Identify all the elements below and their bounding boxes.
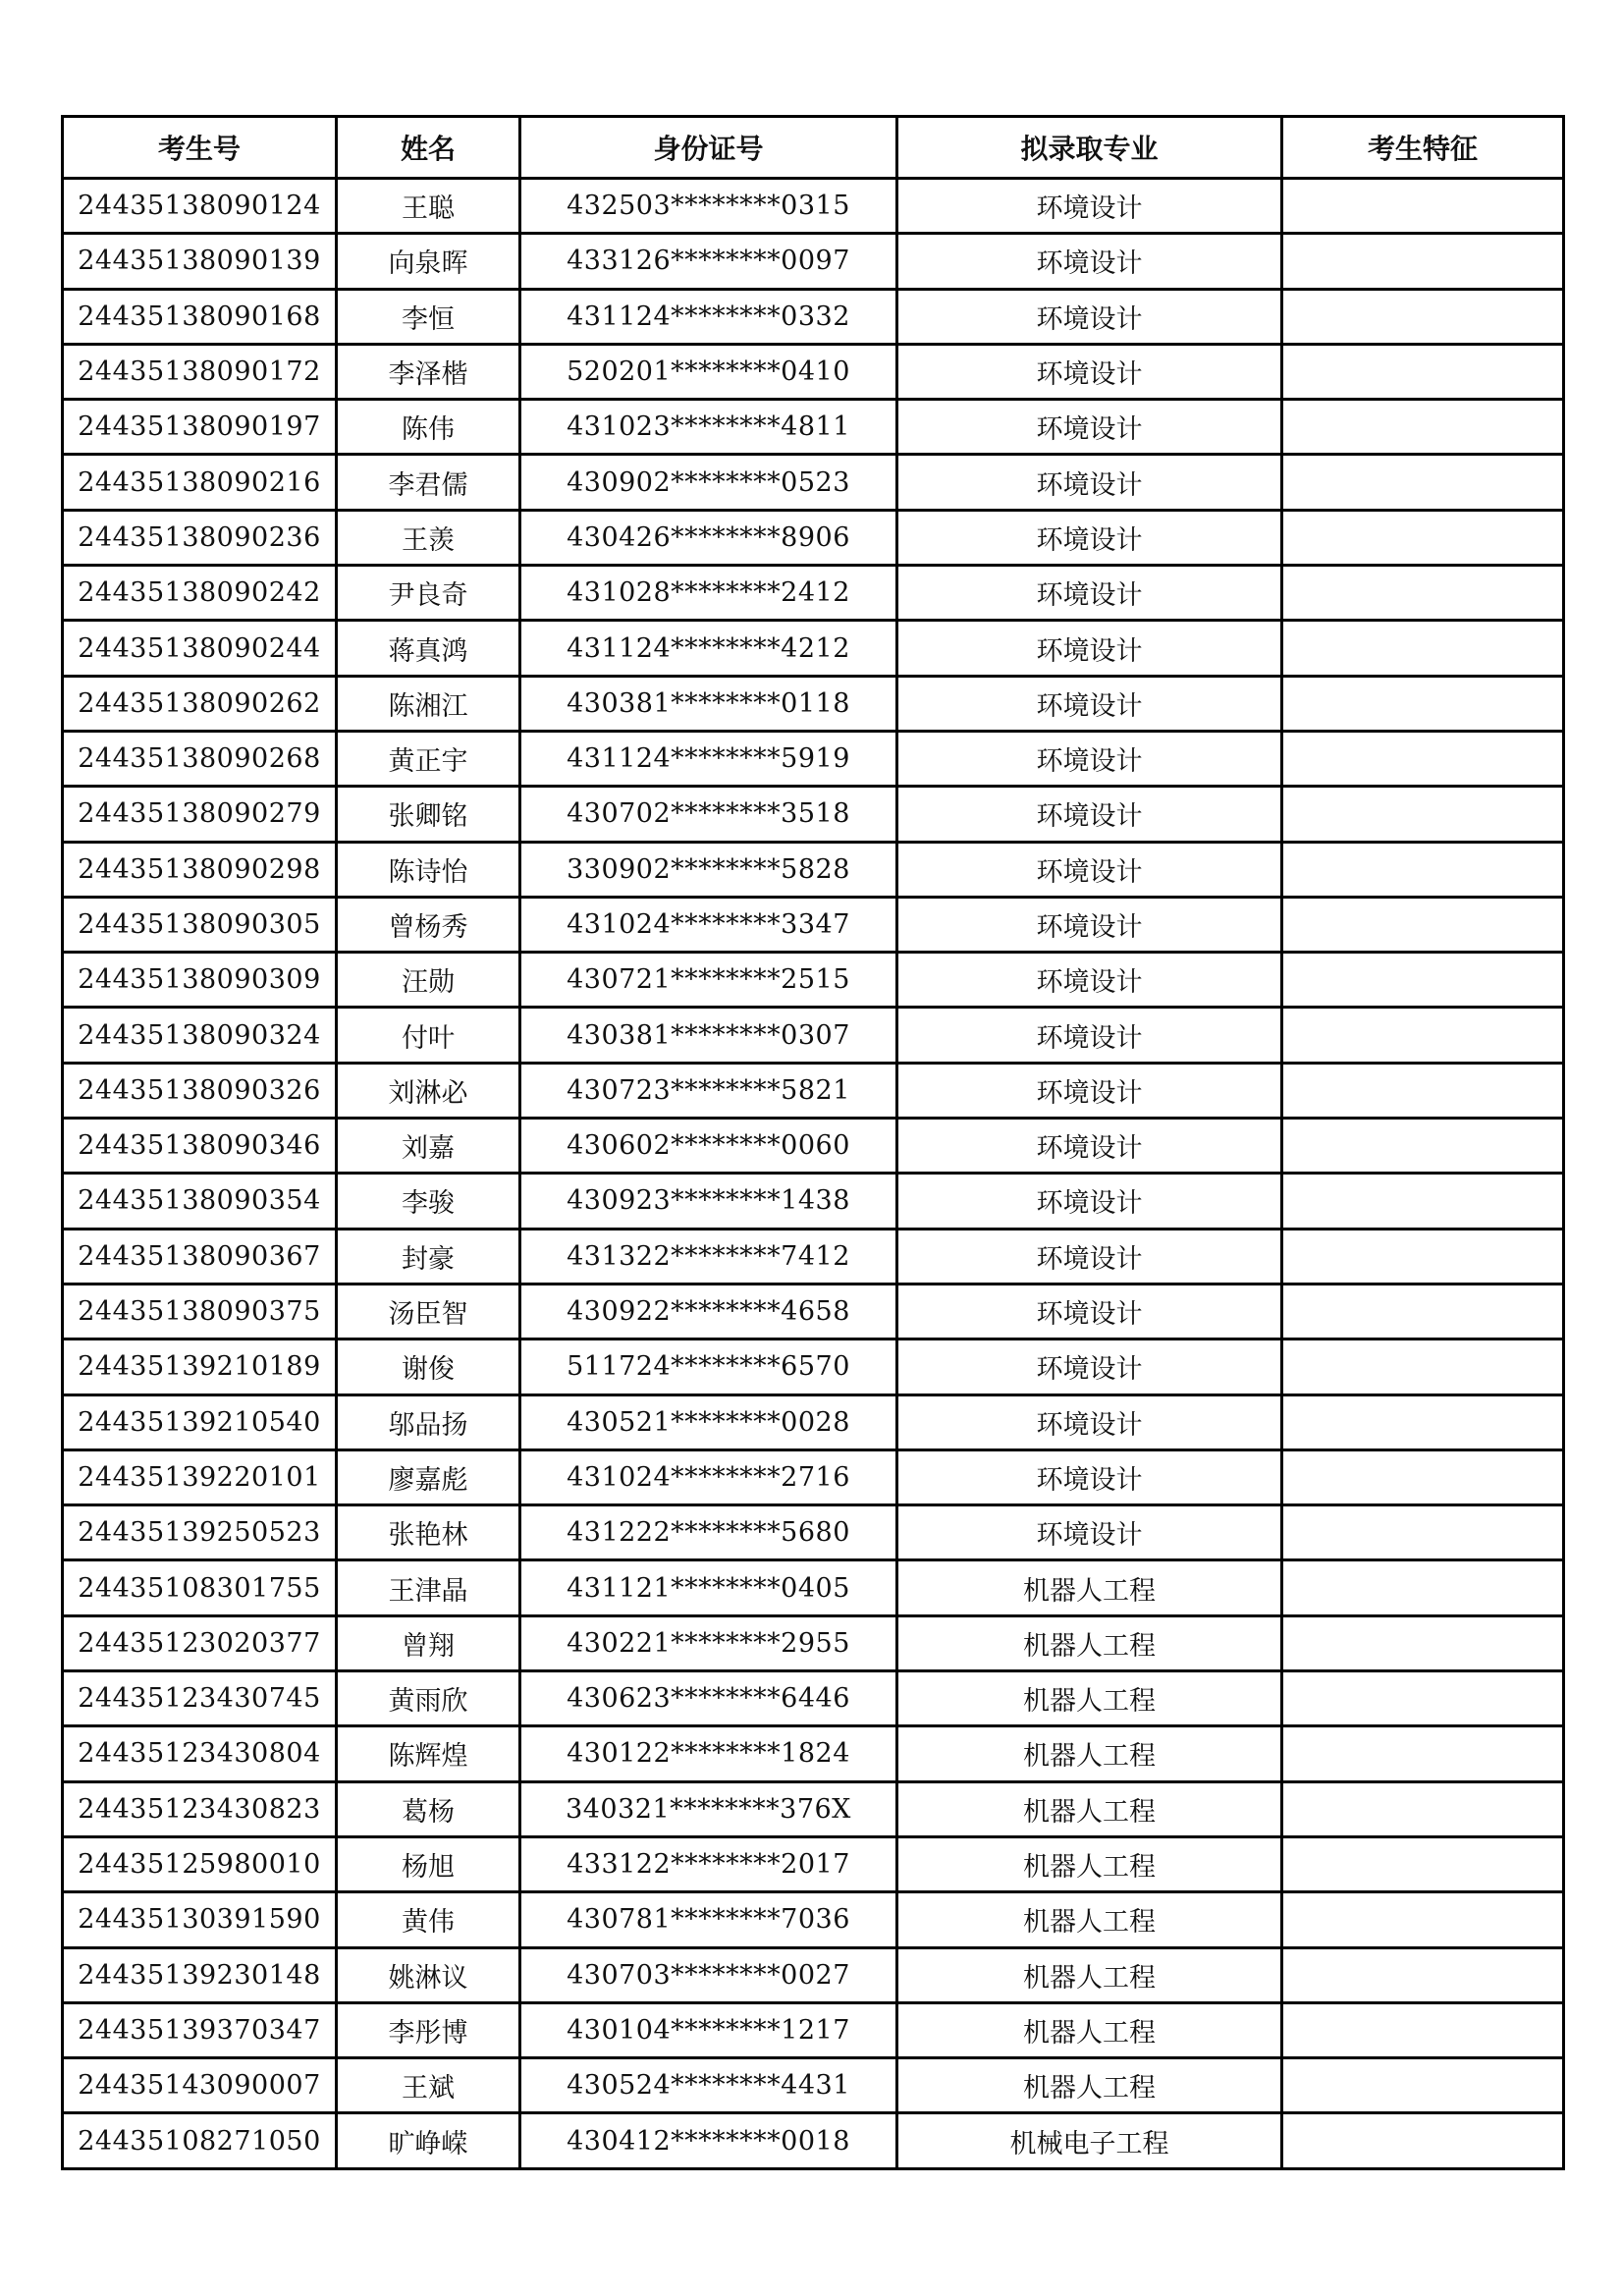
name-cell: 黄正宇 — [337, 731, 520, 786]
table-row — [63, 1836, 1564, 1891]
major-cell: 环境设计 — [897, 179, 1282, 234]
id-number-cell: 431222********5680 — [520, 1505, 897, 1560]
name-cell: 李君儒 — [337, 455, 520, 510]
id-number-cell: 430524********4431 — [520, 2058, 897, 2113]
name-cell: 李彤博 — [337, 2002, 520, 2057]
id-number-cell: 520201********0410 — [520, 344, 897, 399]
id-number-cell: 433122********2017 — [520, 1836, 897, 1891]
feature-cell — [1282, 2113, 1564, 2168]
feature-cell — [1282, 1671, 1564, 1726]
header-row — [63, 117, 1564, 179]
table-row — [63, 1174, 1564, 1229]
major-cell: 机器人工程 — [897, 1671, 1282, 1726]
feature-cell — [1282, 787, 1564, 842]
table-row — [63, 1560, 1564, 1615]
feature-cell — [1282, 510, 1564, 565]
major-cell: 机器人工程 — [897, 1615, 1282, 1670]
exam-number-cell: 24435138090262 — [63, 676, 337, 731]
feature-cell — [1282, 1119, 1564, 1174]
table-row — [63, 1339, 1564, 1394]
exam-number-cell: 24435125980010 — [63, 1836, 337, 1891]
name-cell: 旷峥嵘 — [337, 2113, 520, 2168]
name-cell: 付叶 — [337, 1008, 520, 1063]
feature-cell — [1282, 1449, 1564, 1504]
id-number-cell: 430781********7036 — [520, 1892, 897, 1947]
name-cell: 王津晶 — [337, 1560, 520, 1615]
exam-number-cell: 24435138090168 — [63, 289, 337, 344]
major-cell: 环境设计 — [897, 731, 1282, 786]
table-row — [63, 676, 1564, 731]
table-row — [63, 400, 1564, 455]
id-number-cell: 430721********2515 — [520, 953, 897, 1008]
major-cell: 环境设计 — [897, 400, 1282, 455]
exam-number-cell: 24435138090216 — [63, 455, 337, 510]
major-cell: 环境设计 — [897, 455, 1282, 510]
feature-cell — [1282, 1063, 1564, 1118]
exam-number-cell: 24435138090139 — [63, 234, 337, 289]
id-number-cell: 511724********6570 — [520, 1339, 897, 1394]
table-row — [63, 1394, 1564, 1449]
major-cell: 环境设计 — [897, 676, 1282, 731]
table-row — [63, 1008, 1564, 1063]
name-cell: 曾杨秀 — [337, 897, 520, 952]
exam-number-cell: 24435138090309 — [63, 953, 337, 1008]
feature-cell — [1282, 731, 1564, 786]
feature-cell — [1282, 400, 1564, 455]
exam-number-cell: 24435123430804 — [63, 1726, 337, 1781]
exam-number-cell: 24435123020377 — [63, 1615, 337, 1670]
major-cell: 机器人工程 — [897, 1947, 1282, 2002]
name-cell: 蒋真鸿 — [337, 621, 520, 676]
id-number-cell: 433126********0097 — [520, 234, 897, 289]
feature-cell — [1282, 566, 1564, 621]
id-number-cell: 430923********1438 — [520, 1174, 897, 1229]
major-cell: 环境设计 — [897, 566, 1282, 621]
major-cell: 环境设计 — [897, 1063, 1282, 1118]
major-cell: 机械电子工程 — [897, 2113, 1282, 2168]
name-cell: 王羡 — [337, 510, 520, 565]
major-cell: 环境设计 — [897, 1119, 1282, 1174]
id-number-cell: 431124********5919 — [520, 731, 897, 786]
name-cell: 王聪 — [337, 179, 520, 234]
major-cell: 环境设计 — [897, 787, 1282, 842]
major-cell: 环境设计 — [897, 289, 1282, 344]
exam-number-cell: 24435138090298 — [63, 842, 337, 897]
id-number-cell: 430602********0060 — [520, 1119, 897, 1174]
name-cell: 尹良奇 — [337, 566, 520, 621]
table-row — [63, 953, 1564, 1008]
name-cell: 刘淋必 — [337, 1063, 520, 1118]
table-row — [63, 2058, 1564, 2113]
major-cell: 环境设计 — [897, 897, 1282, 952]
table-row — [63, 179, 1564, 234]
major-cell: 环境设计 — [897, 1505, 1282, 1560]
feature-cell — [1282, 1339, 1564, 1394]
major-cell: 环境设计 — [897, 1394, 1282, 1449]
table-row — [63, 621, 1564, 676]
name-cell: 李泽楷 — [337, 344, 520, 399]
id-number-cell: 430922********4658 — [520, 1284, 897, 1339]
id-number-cell: 430703********0027 — [520, 1947, 897, 2002]
table-row — [63, 566, 1564, 621]
feature-cell — [1282, 234, 1564, 289]
major-cell: 环境设计 — [897, 621, 1282, 676]
exam-number-cell: 24435138090242 — [63, 566, 337, 621]
name-cell: 汤臣智 — [337, 1284, 520, 1339]
exam-number-cell: 24435138090375 — [63, 1284, 337, 1339]
exam-number-cell: 24435139230148 — [63, 1947, 337, 2002]
id-number-cell: 430381********0118 — [520, 676, 897, 731]
major-cell: 机器人工程 — [897, 1892, 1282, 1947]
admission-table — [61, 115, 1565, 2170]
name-cell: 陈辉煌 — [337, 1726, 520, 1781]
id-number-cell: 430521********0028 — [520, 1394, 897, 1449]
id-number-cell: 431121********0405 — [520, 1560, 897, 1615]
id-number-cell: 431124********0332 — [520, 289, 897, 344]
header-feature: 考生特征 — [1282, 117, 1564, 179]
feature-cell — [1282, 1726, 1564, 1781]
exam-number-cell: 24435138090367 — [63, 1229, 337, 1284]
major-cell: 环境设计 — [897, 1229, 1282, 1284]
exam-number-cell: 24435138090124 — [63, 179, 337, 234]
major-cell: 环境设计 — [897, 1174, 1282, 1229]
feature-cell — [1282, 1615, 1564, 1670]
id-number-cell: 431024********3347 — [520, 897, 897, 952]
feature-cell — [1282, 1284, 1564, 1339]
id-number-cell: 431028********2412 — [520, 566, 897, 621]
feature-cell — [1282, 289, 1564, 344]
exam-number-cell: 24435138090326 — [63, 1063, 337, 1118]
exam-number-cell: 24435130391590 — [63, 1892, 337, 1947]
table-row — [63, 455, 1564, 510]
name-cell: 汪勋 — [337, 953, 520, 1008]
name-cell: 向泉晖 — [337, 234, 520, 289]
exam-number-cell: 24435143090007 — [63, 2058, 337, 2113]
feature-cell — [1282, 897, 1564, 952]
exam-number-cell: 24435138090172 — [63, 344, 337, 399]
exam-number-cell: 24435138090354 — [63, 1174, 337, 1229]
exam-number-cell: 24435138090197 — [63, 400, 337, 455]
major-cell: 环境设计 — [897, 1449, 1282, 1504]
feature-cell — [1282, 953, 1564, 1008]
major-cell: 机器人工程 — [897, 1836, 1282, 1891]
exam-number-cell: 24435139220101 — [63, 1449, 337, 1504]
name-cell: 封豪 — [337, 1229, 520, 1284]
id-number-cell: 340321********376X — [520, 1781, 897, 1836]
major-cell: 环境设计 — [897, 842, 1282, 897]
major-cell: 机器人工程 — [897, 1560, 1282, 1615]
major-cell: 环境设计 — [897, 1284, 1282, 1339]
name-cell: 杨旭 — [337, 1836, 520, 1891]
feature-cell — [1282, 1008, 1564, 1063]
name-cell: 谢俊 — [337, 1339, 520, 1394]
name-cell: 曾翔 — [337, 1615, 520, 1670]
id-number-cell: 432503********0315 — [520, 179, 897, 234]
name-cell: 张卿铭 — [337, 787, 520, 842]
feature-cell — [1282, 344, 1564, 399]
id-number-cell: 430381********0307 — [520, 1008, 897, 1063]
table-row — [63, 1229, 1564, 1284]
table-row — [63, 787, 1564, 842]
id-number-cell: 430412********0018 — [520, 2113, 897, 2168]
exam-number-cell: 24435138090279 — [63, 787, 337, 842]
major-cell: 环境设计 — [897, 1339, 1282, 1394]
major-cell: 环境设计 — [897, 510, 1282, 565]
name-cell: 刘嘉 — [337, 1119, 520, 1174]
id-number-cell: 430122********1824 — [520, 1726, 897, 1781]
feature-cell — [1282, 179, 1564, 234]
exam-number-cell: 24435138090236 — [63, 510, 337, 565]
table-row — [63, 1449, 1564, 1504]
exam-number-cell: 24435139250523 — [63, 1505, 337, 1560]
id-number-cell: 430426********8906 — [520, 510, 897, 565]
table-row — [63, 731, 1564, 786]
name-cell: 陈湘江 — [337, 676, 520, 731]
exam-number-cell: 24435138090244 — [63, 621, 337, 676]
table-row — [63, 842, 1564, 897]
header-exam-number: 考生号 — [63, 117, 337, 179]
major-cell: 机器人工程 — [897, 2002, 1282, 2057]
id-number-cell: 430623********6446 — [520, 1671, 897, 1726]
table-row — [63, 1615, 1564, 1670]
feature-cell — [1282, 1947, 1564, 2002]
id-number-cell: 431322********7412 — [520, 1229, 897, 1284]
name-cell: 陈伟 — [337, 400, 520, 455]
feature-cell — [1282, 1836, 1564, 1891]
exam-number-cell: 24435138090346 — [63, 1119, 337, 1174]
table-body — [63, 179, 1564, 2169]
exam-number-cell: 24435108301755 — [63, 1560, 337, 1615]
major-cell: 环境设计 — [897, 234, 1282, 289]
id-number-cell: 431124********4212 — [520, 621, 897, 676]
exam-number-cell: 24435139370347 — [63, 2002, 337, 2057]
exam-number-cell: 24435123430823 — [63, 1781, 337, 1836]
major-cell: 机器人工程 — [897, 1726, 1282, 1781]
feature-cell — [1282, 1560, 1564, 1615]
exam-number-cell: 24435138090268 — [63, 731, 337, 786]
exam-number-cell: 24435108271050 — [63, 2113, 337, 2168]
feature-cell — [1282, 1892, 1564, 1947]
id-number-cell: 330902********5828 — [520, 842, 897, 897]
name-cell: 张艳林 — [337, 1505, 520, 1560]
feature-cell — [1282, 1174, 1564, 1229]
table-row — [63, 1063, 1564, 1118]
feature-cell — [1282, 621, 1564, 676]
name-cell: 黄伟 — [337, 1892, 520, 1947]
table-row — [63, 1505, 1564, 1560]
name-cell: 廖嘉彪 — [337, 1449, 520, 1504]
id-number-cell: 430104********1217 — [520, 2002, 897, 2057]
name-cell: 邬品扬 — [337, 1394, 520, 1449]
table-row — [63, 1726, 1564, 1781]
feature-cell — [1282, 1781, 1564, 1836]
feature-cell — [1282, 1394, 1564, 1449]
table-row — [63, 1781, 1564, 1836]
exam-number-cell: 24435139210540 — [63, 1394, 337, 1449]
feature-cell — [1282, 455, 1564, 510]
header-name: 姓名 — [337, 117, 520, 179]
major-cell: 机器人工程 — [897, 2058, 1282, 2113]
name-cell: 李骏 — [337, 1174, 520, 1229]
table-row — [63, 1119, 1564, 1174]
id-number-cell: 430221********2955 — [520, 1615, 897, 1670]
id-number-cell: 430723********5821 — [520, 1063, 897, 1118]
header-major: 拟录取专业 — [897, 117, 1282, 179]
table-row — [63, 1284, 1564, 1339]
feature-cell — [1282, 2058, 1564, 2113]
exam-number-cell: 24435139210189 — [63, 1339, 337, 1394]
major-cell: 环境设计 — [897, 344, 1282, 399]
id-number-cell: 431023********4811 — [520, 400, 897, 455]
id-number-cell: 430702********3518 — [520, 787, 897, 842]
name-cell: 陈诗怡 — [337, 842, 520, 897]
name-cell: 姚淋议 — [337, 1947, 520, 2002]
feature-cell — [1282, 676, 1564, 731]
major-cell: 环境设计 — [897, 953, 1282, 1008]
feature-cell — [1282, 2002, 1564, 2057]
table-row — [63, 510, 1564, 565]
feature-cell — [1282, 1505, 1564, 1560]
feature-cell — [1282, 842, 1564, 897]
header-id-number: 身份证号 — [520, 117, 897, 179]
name-cell: 王斌 — [337, 2058, 520, 2113]
table-row — [63, 2113, 1564, 2168]
feature-cell — [1282, 1229, 1564, 1284]
major-cell: 环境设计 — [897, 1008, 1282, 1063]
table-row — [63, 1671, 1564, 1726]
table-row — [63, 234, 1564, 289]
name-cell: 葛杨 — [337, 1781, 520, 1836]
table-row — [63, 897, 1564, 952]
exam-number-cell: 24435138090305 — [63, 897, 337, 952]
id-number-cell: 431024********2716 — [520, 1449, 897, 1504]
exam-number-cell: 24435123430745 — [63, 1671, 337, 1726]
name-cell: 李恒 — [337, 289, 520, 344]
table-row — [63, 1947, 1564, 2002]
exam-number-cell: 24435138090324 — [63, 1008, 337, 1063]
table-row — [63, 289, 1564, 344]
id-number-cell: 430902********0523 — [520, 455, 897, 510]
table-row — [63, 1892, 1564, 1947]
table-row — [63, 2002, 1564, 2057]
name-cell: 黄雨欣 — [337, 1671, 520, 1726]
table-row — [63, 344, 1564, 399]
major-cell: 机器人工程 — [897, 1781, 1282, 1836]
